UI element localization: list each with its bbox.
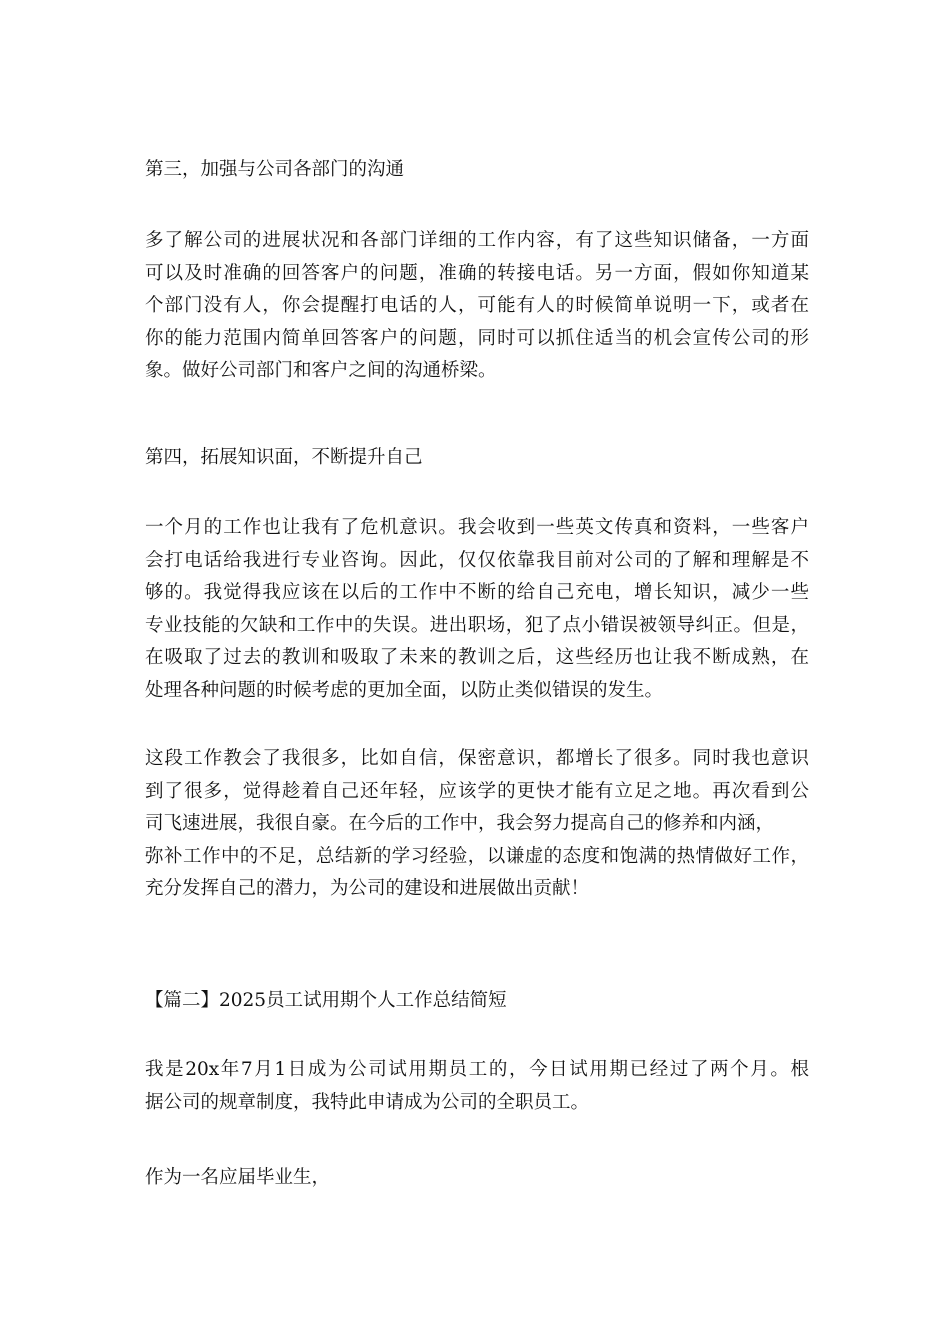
- paragraph-line: 会打电话给我进行专业咨询。因此，仅仅依靠我目前对公司的了解和理解是不: [145, 549, 809, 571]
- paragraph-line: 弥补工作中的不足，总结新的学习经验，以谦虚的态度和饱满的热情做好工作，: [145, 845, 809, 867]
- paragraph-line: 象。做好公司部门和客户之间的沟通桥梁。: [145, 360, 497, 381]
- paragraph-line: 司飞速进展，我很自豪。在今后的工作中，我会努力提高自己的修养和内涵，: [145, 813, 775, 834]
- paragraph-line: 到了很多，觉得趁着自己还年轻，应该学的更快才能有立足之地。再次看到公: [145, 780, 809, 802]
- section-title: 【篇二】2025员工试用期个人工作总结简短: [145, 990, 507, 1011]
- paragraph-line: 在吸取了过去的教训和吸取了未来的教训之后，这些经历也让我不断成熟，在: [145, 647, 809, 668]
- heading-section-three: 第三，加强与公司各部门的沟通: [145, 159, 405, 180]
- paragraph-line: 够的。我觉得我应该在以后的工作中不断的给自己充电，增长知识，减少一些: [145, 582, 809, 603]
- paragraph-graduate: [145, 1162, 809, 1195]
- paragraph-line: 专业技能的欠缺和工作中的失误。进出职场，犯了点小错误被领导纠正。但是，: [145, 614, 809, 636]
- paragraph-line: 个部门没有人，你会提醒打电话的人，可能有人的时候简单说明一下，或者在: [145, 295, 809, 316]
- paragraph-line: 充分发挥自己的潜力，为公司的建设和进展做出贡献！: [145, 878, 590, 899]
- paragraph-line: 处理各种问题的时候考虑的更加全面，以防止类似错误的发生。: [145, 679, 664, 701]
- paragraph-line: 这段工作教会了我很多，比如自信，保密意识，都增长了很多。同时我也意识: [145, 748, 809, 769]
- paragraph-intro: [145, 1054, 809, 1119]
- paragraph-knowledge: [145, 512, 809, 707]
- paragraph-line: 我是20x年7月1日成为公司试用期员工的，今日试用期已经过了两个月。根: [145, 1059, 809, 1080]
- paragraph-line: 你的能力范围内简单回答客户的问题，同时可以抓住适当的机会宣传公司的形: [145, 327, 809, 349]
- paragraph-communication: [145, 225, 809, 388]
- paragraph-reflection: [145, 743, 809, 906]
- paragraph-line: 多了解公司的进展状况和各部门详细的工作内容，有了这些知识储备，一方面: [145, 230, 809, 251]
- paragraph-line: 据公司的规章制度，我特此申请成为公司的全职员工。: [145, 1091, 590, 1113]
- paragraph-line: 作为一名应届毕业生，: [145, 1167, 331, 1188]
- paragraph-line: 一个月的工作也让我有了危机意识。我会收到一些英文传真和资料，一些客户: [145, 517, 809, 538]
- heading-section-four: 第四，拓展知识面，不断提升自己: [145, 447, 423, 468]
- paragraph-line: 可以及时准确的回答客户的问题，准确的转接电话。另一方面，假如你知道某: [145, 262, 809, 284]
